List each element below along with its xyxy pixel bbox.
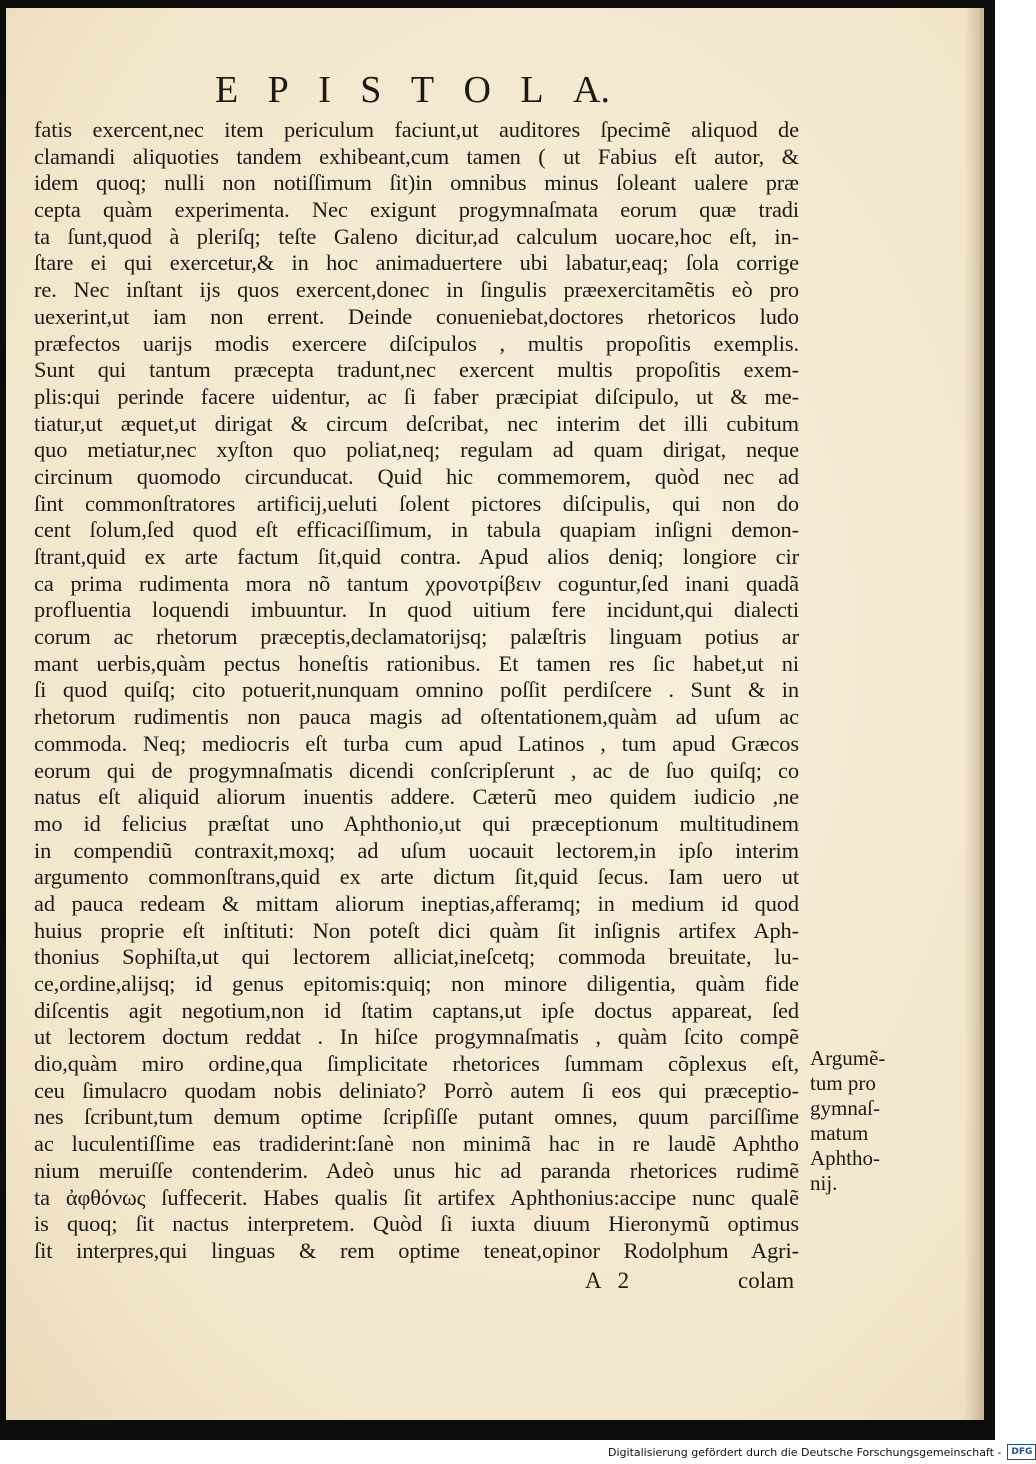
- dfg-logo: DFG: [1007, 1444, 1036, 1460]
- running-title-letter: L: [520, 69, 544, 111]
- running-title: [215, 68, 610, 118]
- running-title-letter: A.: [573, 69, 610, 111]
- footer-credit-text: Digitalisierung gefördert durch die Deutsche Forschungsgemeinschaft -: [608, 1445, 1002, 1459]
- catchword: colam: [738, 1268, 795, 1293]
- marginal-note-line: matum: [810, 1121, 869, 1145]
- text-line: commoda. Neq; mediocris eſt turba cum apud Latinos , tum apud Græcos: [34, 730, 799, 756]
- text-line: tiatur,ut æquet,ut dirigat & circum deſcribat, nec interim det illi cubitum: [34, 410, 799, 436]
- text-line: clamandi aliquoties tandem exhibeant,cum tamen ( ut Fabius eſt autor, &: [34, 143, 799, 169]
- text-line: profluentia loquendi imbuuntur. In quod uitium fere incidunt,qui dialecti: [34, 597, 799, 623]
- text-line: fatis exercent,nec item periculum faciunt,ut auditores ſpecimẽ aliquod de: [34, 117, 799, 142]
- running-title-letter: I: [318, 69, 331, 111]
- footer-credit: [608, 1444, 1036, 1460]
- text-line: thonius Sophiſta,ut qui lectorem alliciat,ineſcetq; commoda breuitate, lu-: [34, 944, 799, 970]
- running-title-letter: O: [463, 69, 491, 111]
- marginal-note-line: tum pro: [810, 1071, 876, 1095]
- text-line: nium meruiſſe contenderim. Adeò unus hic ad paranda rhetorices rudimẽ: [34, 1157, 799, 1183]
- text-line: quo metiatur,nec xyſton quo poliat,neq; regulam ad quam dirigat, neque: [34, 437, 799, 463]
- text-line: dio,quàm miro ordine,qua ſimplicitate rhetorices ſummam cõplexus eſt,: [34, 1051, 799, 1077]
- text-line: nes ſcribunt,tum demum optime ſcripſiſſe putant omnes, quum parciſſime: [34, 1104, 799, 1130]
- running-title-letter: E: [215, 69, 239, 111]
- text-line: ut lectorem doctum reddat . In hiſce progymnaſmatis , quàm ſcito compẽ: [34, 1024, 799, 1050]
- text-line: is quoq; ſit nactus interpretem. Quòd ſi iuxta diuum Hieronymũ optimus: [34, 1211, 799, 1237]
- text-line: ſit interpres,qui linguas & rem optime teneat,opinor Rodolphum Agri-: [34, 1237, 799, 1263]
- body-text: [34, 117, 799, 1265]
- text-line: ta ſunt,quod à pleriſq; teſte Galeno dicitur,ad calculum uocare,hoc eſt, in-: [34, 223, 799, 249]
- text-line: rhetorum rudimentis non pauca magis ad oſtentationem,quàm ad uſum ac: [34, 704, 799, 730]
- text-line: mant uerbis,quàm pectus honeſtis rationibus. Et tamen res ſic habet,ut ni: [34, 650, 799, 676]
- signature-mark: A 2: [585, 1268, 630, 1293]
- marginal-note-line: Argumẽ-: [810, 1046, 886, 1070]
- text-line: uexerint,ut iam non errent. Deinde conueniebat,doctores rhetoricos ludo: [34, 303, 799, 329]
- text-line: ce,ordine,alijsq; id genus epitomis:quiq; non minore diligentia, quàm fide: [34, 971, 799, 996]
- text-line: ca prima rudimenta mora nõ tantum χρονοτρίβειν coguntur,ſed inani quadã: [34, 570, 799, 596]
- text-line: idem quoq; nulli non notiſſimum ſit)in omnibus minus ſoleant ualere præ: [34, 170, 799, 196]
- text-line: cent ſolum,ſed quod eſt efficaciſſimum, in tabula quapiam inſigni demon-: [34, 517, 799, 543]
- text-line: natus eſt aliquid aliorum inuentis addere. Cæterũ meo quidem iudicio ,ne: [34, 784, 799, 810]
- text-line: re. Nec inſtant ijs quos exercent,donec in ſingulis præexercitamẽtis eò pro: [34, 277, 799, 303]
- text-line: ad pauca redeam & mittam aliorum ineptias,afferamq; in medium id quod: [34, 890, 799, 916]
- text-line: huius proprie eſt inſtituti: Non poteſt dici quàm ſit inſignis artifex Aph-: [34, 917, 799, 943]
- text-line: ac luculentiſſime eas tradiderint:ſanè non minimã hac in re laudẽ Aphtho: [34, 1131, 799, 1157]
- text-line: in compendiũ contraxit,moxq; ad uſum uocauit lectorem,in ipſo interim: [34, 837, 799, 863]
- text-line: ſi quod quiſq; cito potuerit,nunquam omnino poſſit perdiſcere . Sunt & in: [34, 677, 799, 703]
- marginal-note-line: gymnaſ-: [810, 1096, 880, 1120]
- text-line: eorum qui de progymnaſmatis dicendi conſcripſerunt , ac de ſuo quiſq; co: [34, 757, 799, 783]
- text-line: ſtrant,quid ex arte factum ſit,quid contra. Apud alios deniq; longiore cir: [34, 544, 799, 569]
- page-edge-shadow: [964, 8, 980, 1420]
- text-line: Sunt qui tantum præcepta tradunt,nec exercent multis propoſitis exem-: [34, 357, 799, 383]
- running-title-letter: T: [410, 69, 435, 111]
- text-line: diſcentis agit negotium,non id ſtatim captans,ut ipſe doctus appareat, ſed: [34, 997, 799, 1023]
- text-line: præfectos uarijs modis exercere diſcipulos , multis propoſitis exemplis.: [34, 330, 799, 356]
- text-line: ſtare ei qui exercetur,& in hoc animaduertere ubi labatur,eaq; ſola corrige: [34, 250, 799, 276]
- running-title-letter: S: [360, 69, 382, 111]
- text-line: circinum quomodo circunducat. Quid hic commemorem, quòd nec ad: [34, 463, 799, 489]
- text-line: cepta quàm experimenta. Nec exigunt progymnaſmata eorum quæ tradi: [34, 197, 799, 223]
- text-line: argumento commonſtrans,quid ex arte dictum ſit,quid ſecus. Iam uero ut: [34, 864, 799, 890]
- text-line: plis:qui perinde facere uidentur, ac ſi faber præcipiat diſcipulo, ut & me-: [34, 383, 799, 409]
- text-line: ta ἀφθόνως ſuffecerit. Habes qualis ſit artifex Aphthonius:accipe nunc qualẽ: [34, 1184, 799, 1210]
- text-line: corum ac rhetorum præceptis,declamatorijsq; palæſtris linguam potius ar: [34, 624, 799, 650]
- text-line: ſint commonſtratores artificij,ueluti ſolent pictores diſcipulis, qui non do: [34, 490, 799, 516]
- marginal-note: [810, 1046, 910, 1196]
- text-line: ceu ſimulacro quodam nobis deliniato? Porrò autem ſi eos qui præceptio-: [34, 1077, 799, 1103]
- marginal-note-line: nij.: [810, 1171, 838, 1195]
- marginal-note-line: Aphtho-: [810, 1146, 880, 1170]
- text-line: mo id felicius præſtat uno Aphthonio,ut qui præceptionum multitudinem: [34, 810, 799, 836]
- running-title-letter: P: [267, 69, 289, 111]
